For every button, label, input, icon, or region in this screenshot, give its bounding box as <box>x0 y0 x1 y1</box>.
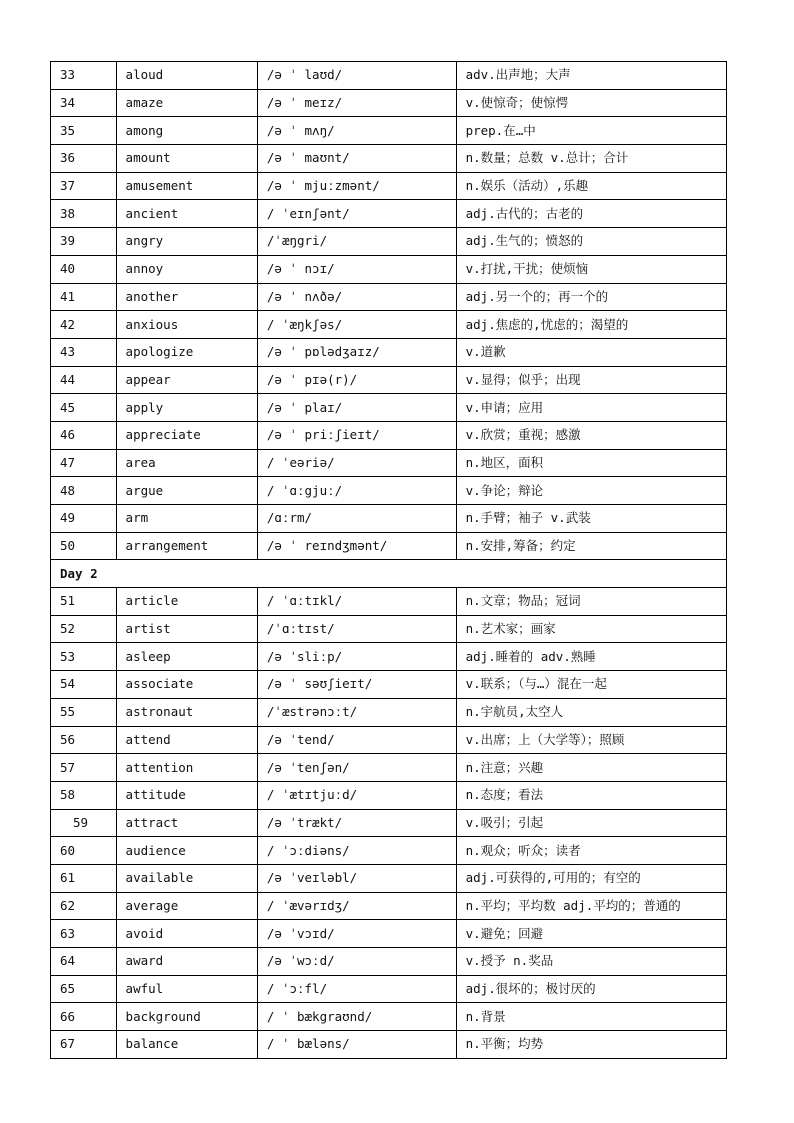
entry-number: 48 <box>51 477 117 505</box>
entry-definition: v.显得；似乎；出现 <box>456 366 726 394</box>
vocab-row <box>51 837 727 865</box>
vocab-row <box>51 477 727 505</box>
vocab-row <box>51 726 727 754</box>
entry-word: artist <box>116 615 257 643</box>
entry-word: article <box>116 588 257 616</box>
vocab-row <box>51 1003 727 1031</box>
vocab-row <box>51 449 727 477</box>
entry-word: available <box>116 864 257 892</box>
entry-definition: v.打扰,干扰；使烦恼 <box>456 255 726 283</box>
entry-definition: v.吸引；引起 <box>456 809 726 837</box>
entry-phonetic: /ə ˈ reɪndʒmənt/ <box>257 532 456 560</box>
entry-number: 56 <box>51 726 117 754</box>
entry-number: 40 <box>51 255 117 283</box>
entry-definition: n.手臂；袖子 v.武装 <box>456 505 726 533</box>
entry-word: annoy <box>116 255 257 283</box>
entry-phonetic: /ə ˈtend/ <box>257 726 456 754</box>
vocab-row <box>51 588 727 616</box>
entry-definition: n.数量；总数 v.总计；合计 <box>456 145 726 173</box>
entry-phonetic: /ə ˈ nʌðə/ <box>257 283 456 311</box>
entry-number: 47 <box>51 449 117 477</box>
entry-word: balance <box>116 1031 257 1059</box>
entry-definition: v.避免；回避 <box>456 920 726 948</box>
entry-definition: adj.焦虑的,忧虑的；渴望的 <box>456 311 726 339</box>
vocab-row <box>51 975 727 1003</box>
entry-phonetic: /ə ˈvɔɪd/ <box>257 920 456 948</box>
vocab-row <box>51 864 727 892</box>
entry-definition: n.地区，面积 <box>456 449 726 477</box>
day-label: Day 2 <box>51 560 727 588</box>
entry-definition: adj.可获得的,可用的；有空的 <box>456 864 726 892</box>
entry-word: amaze <box>116 89 257 117</box>
entry-phonetic: /ə ˈ maʊnt/ <box>257 145 456 173</box>
day-header-row <box>51 560 727 588</box>
entry-phonetic: / ˈæŋkʃəs/ <box>257 311 456 339</box>
entry-phonetic: /ˈæŋgri/ <box>257 228 456 256</box>
entry-word: asleep <box>116 643 257 671</box>
vocab-row <box>51 781 727 809</box>
entry-definition: v.道歉 <box>456 338 726 366</box>
entry-phonetic: /ə ˈ priːʃieɪt/ <box>257 421 456 449</box>
entry-phonetic: /ə ˈ nɔɪ/ <box>257 255 456 283</box>
entry-word: argue <box>116 477 257 505</box>
entry-number: 43 <box>51 338 117 366</box>
vocab-row <box>51 892 727 920</box>
entry-number: 38 <box>51 200 117 228</box>
vocab-row <box>51 615 727 643</box>
entry-definition: v.联系；（与…）混在一起 <box>456 671 726 699</box>
entry-word: associate <box>116 671 257 699</box>
vocab-row <box>51 283 727 311</box>
vocab-row <box>51 698 727 726</box>
entry-phonetic: /ə ˈtrækt/ <box>257 809 456 837</box>
entry-number: 34 <box>51 89 117 117</box>
entry-definition: v.申请；应用 <box>456 394 726 422</box>
entry-phonetic: /ə ˈ plaɪ/ <box>257 394 456 422</box>
vocab-row <box>51 255 727 283</box>
entry-definition: adj.睡着的 adv.熟睡 <box>456 643 726 671</box>
vocab-row <box>51 948 727 976</box>
entry-word: among <box>116 117 257 145</box>
vocabulary-table-body <box>51 62 727 1059</box>
entry-number: 36 <box>51 145 117 173</box>
entry-word: avoid <box>116 920 257 948</box>
entry-definition: n.背景 <box>456 1003 726 1031</box>
vocab-row <box>51 228 727 256</box>
entry-definition: v.争论；辩论 <box>456 477 726 505</box>
entry-word: audience <box>116 837 257 865</box>
entry-number: 65 <box>51 975 117 1003</box>
entry-number: 66 <box>51 1003 117 1031</box>
vocab-row <box>51 145 727 173</box>
entry-number: 45 <box>51 394 117 422</box>
vocab-row <box>51 62 727 90</box>
entry-number: 62 <box>51 892 117 920</box>
entry-definition: adj.古代的；古老的 <box>456 200 726 228</box>
entry-number: 51 <box>51 588 117 616</box>
entry-number: 54 <box>51 671 117 699</box>
entry-phonetic: /ə ˈ pɪə(r)/ <box>257 366 456 394</box>
entry-word: angry <box>116 228 257 256</box>
vocab-row <box>51 89 727 117</box>
entry-number: 57 <box>51 754 117 782</box>
entry-number: 50 <box>51 532 117 560</box>
vocab-row <box>51 505 727 533</box>
entry-definition: v.欣赏；重视；感激 <box>456 421 726 449</box>
vocabulary-table <box>50 61 727 1059</box>
entry-phonetic: /ə ˈ mʌŋ/ <box>257 117 456 145</box>
entry-phonetic: /ˈɑːtɪst/ <box>257 615 456 643</box>
entry-word: anxious <box>116 311 257 339</box>
entry-number: 49 <box>51 505 117 533</box>
vocab-row <box>51 643 727 671</box>
vocab-row <box>51 200 727 228</box>
entry-word: average <box>116 892 257 920</box>
entry-number: 60 <box>51 837 117 865</box>
vocab-row <box>51 338 727 366</box>
entry-definition: prep.在…中 <box>456 117 726 145</box>
entry-definition: v.授予 n.奖品 <box>456 948 726 976</box>
vocab-row <box>51 809 727 837</box>
entry-number: 52 <box>51 615 117 643</box>
entry-number: 58 <box>51 781 117 809</box>
entry-definition: v.使惊奇；使惊愕 <box>456 89 726 117</box>
entry-word: attend <box>116 726 257 754</box>
entry-word: apologize <box>116 338 257 366</box>
entry-number: 42 <box>51 311 117 339</box>
entry-definition: n.文章；物品；冠词 <box>456 588 726 616</box>
entry-phonetic: /ə ˈtenʃən/ <box>257 754 456 782</box>
entry-word: attitude <box>116 781 257 809</box>
entry-phonetic: /ə ˈwɔːd/ <box>257 948 456 976</box>
entry-phonetic: / ˈɔːdiəns/ <box>257 837 456 865</box>
vocab-row <box>51 366 727 394</box>
entry-word: arm <box>116 505 257 533</box>
entry-phonetic: / ˈætɪtjuːd/ <box>257 781 456 809</box>
entry-word: attract <box>116 809 257 837</box>
vocab-row <box>51 671 727 699</box>
entry-definition: n.平衡；均势 <box>456 1031 726 1059</box>
entry-word: appreciate <box>116 421 257 449</box>
entry-number: 53 <box>51 643 117 671</box>
vocab-row <box>51 421 727 449</box>
entry-word: another <box>116 283 257 311</box>
entry-number: 61 <box>51 864 117 892</box>
entry-word: award <box>116 948 257 976</box>
entry-word: astronaut <box>116 698 257 726</box>
entry-word: ancient <box>116 200 257 228</box>
entry-phonetic: /ə ˈ səʊʃieɪt/ <box>257 671 456 699</box>
entry-phonetic: /ˈæstrənɔːt/ <box>257 698 456 726</box>
vocab-row <box>51 532 727 560</box>
entry-phonetic: / ˈɔːfl/ <box>257 975 456 1003</box>
entry-word: attention <box>116 754 257 782</box>
vocabulary-page <box>50 61 727 1059</box>
vocab-row <box>51 117 727 145</box>
entry-definition: adj.生气的；愤怒的 <box>456 228 726 256</box>
vocab-row <box>51 311 727 339</box>
entry-phonetic: / ˈ bækgraʊnd/ <box>257 1003 456 1031</box>
entry-definition: n.艺术家；画家 <box>456 615 726 643</box>
entry-phonetic: /ə ˈ meɪz/ <box>257 89 456 117</box>
entry-definition: n.娱乐（活动）,乐趣 <box>456 172 726 200</box>
entry-phonetic: / ˈ bæləns/ <box>257 1031 456 1059</box>
entry-definition: v.出席；上（大学等）；照顾 <box>456 726 726 754</box>
entry-number: 67 <box>51 1031 117 1059</box>
entry-phonetic: /ə ˈsliːp/ <box>257 643 456 671</box>
entry-phonetic: /ə ˈ pɒlədʒaɪz/ <box>257 338 456 366</box>
entry-word: amount <box>116 145 257 173</box>
entry-phonetic: /ə ˈveɪləbl/ <box>257 864 456 892</box>
vocab-row <box>51 394 727 422</box>
entry-phonetic: / ˈeɪnʃənt/ <box>257 200 456 228</box>
vocab-row <box>51 920 727 948</box>
entry-phonetic: / ˈævərɪdʒ/ <box>257 892 456 920</box>
entry-word: amusement <box>116 172 257 200</box>
entry-number: 37 <box>51 172 117 200</box>
entry-number: 55 <box>51 698 117 726</box>
entry-word: appear <box>116 366 257 394</box>
entry-definition: adj.另一个的；再一个的 <box>456 283 726 311</box>
entry-definition: n.态度；看法 <box>456 781 726 809</box>
entry-number: 41 <box>51 283 117 311</box>
entry-definition: n.观众；听众；读者 <box>456 837 726 865</box>
entry-phonetic: /ə ˈ mjuːzmənt/ <box>257 172 456 200</box>
entry-word: background <box>116 1003 257 1031</box>
entry-number: 59 <box>51 809 117 837</box>
entry-definition: adv.出声地；大声 <box>456 62 726 90</box>
entry-phonetic: / ˈɑːtɪkl/ <box>257 588 456 616</box>
entry-number: 33 <box>51 62 117 90</box>
entry-number: 39 <box>51 228 117 256</box>
entry-definition: n.宇航员,太空人 <box>456 698 726 726</box>
entry-number: 64 <box>51 948 117 976</box>
vocab-row <box>51 754 727 782</box>
entry-word: aloud <box>116 62 257 90</box>
entry-number: 35 <box>51 117 117 145</box>
entry-phonetic: / ˈɑːgjuː/ <box>257 477 456 505</box>
entry-number: 46 <box>51 421 117 449</box>
entry-definition: adj.很坏的；极讨厌的 <box>456 975 726 1003</box>
entry-word: apply <box>116 394 257 422</box>
vocab-row <box>51 172 727 200</box>
entry-word: area <box>116 449 257 477</box>
entry-phonetic: /ə ˈ laʊd/ <box>257 62 456 90</box>
entry-phonetic: /ɑːrm/ <box>257 505 456 533</box>
entry-number: 44 <box>51 366 117 394</box>
entry-definition: n.平均；平均数 adj.平均的；普通的 <box>456 892 726 920</box>
entry-phonetic: / ˈeəriə/ <box>257 449 456 477</box>
entry-number: 63 <box>51 920 117 948</box>
entry-word: arrangement <box>116 532 257 560</box>
entry-definition: n.安排,筹备；约定 <box>456 532 726 560</box>
entry-definition: n.注意；兴趣 <box>456 754 726 782</box>
entry-word: awful <box>116 975 257 1003</box>
vocab-row <box>51 1031 727 1059</box>
